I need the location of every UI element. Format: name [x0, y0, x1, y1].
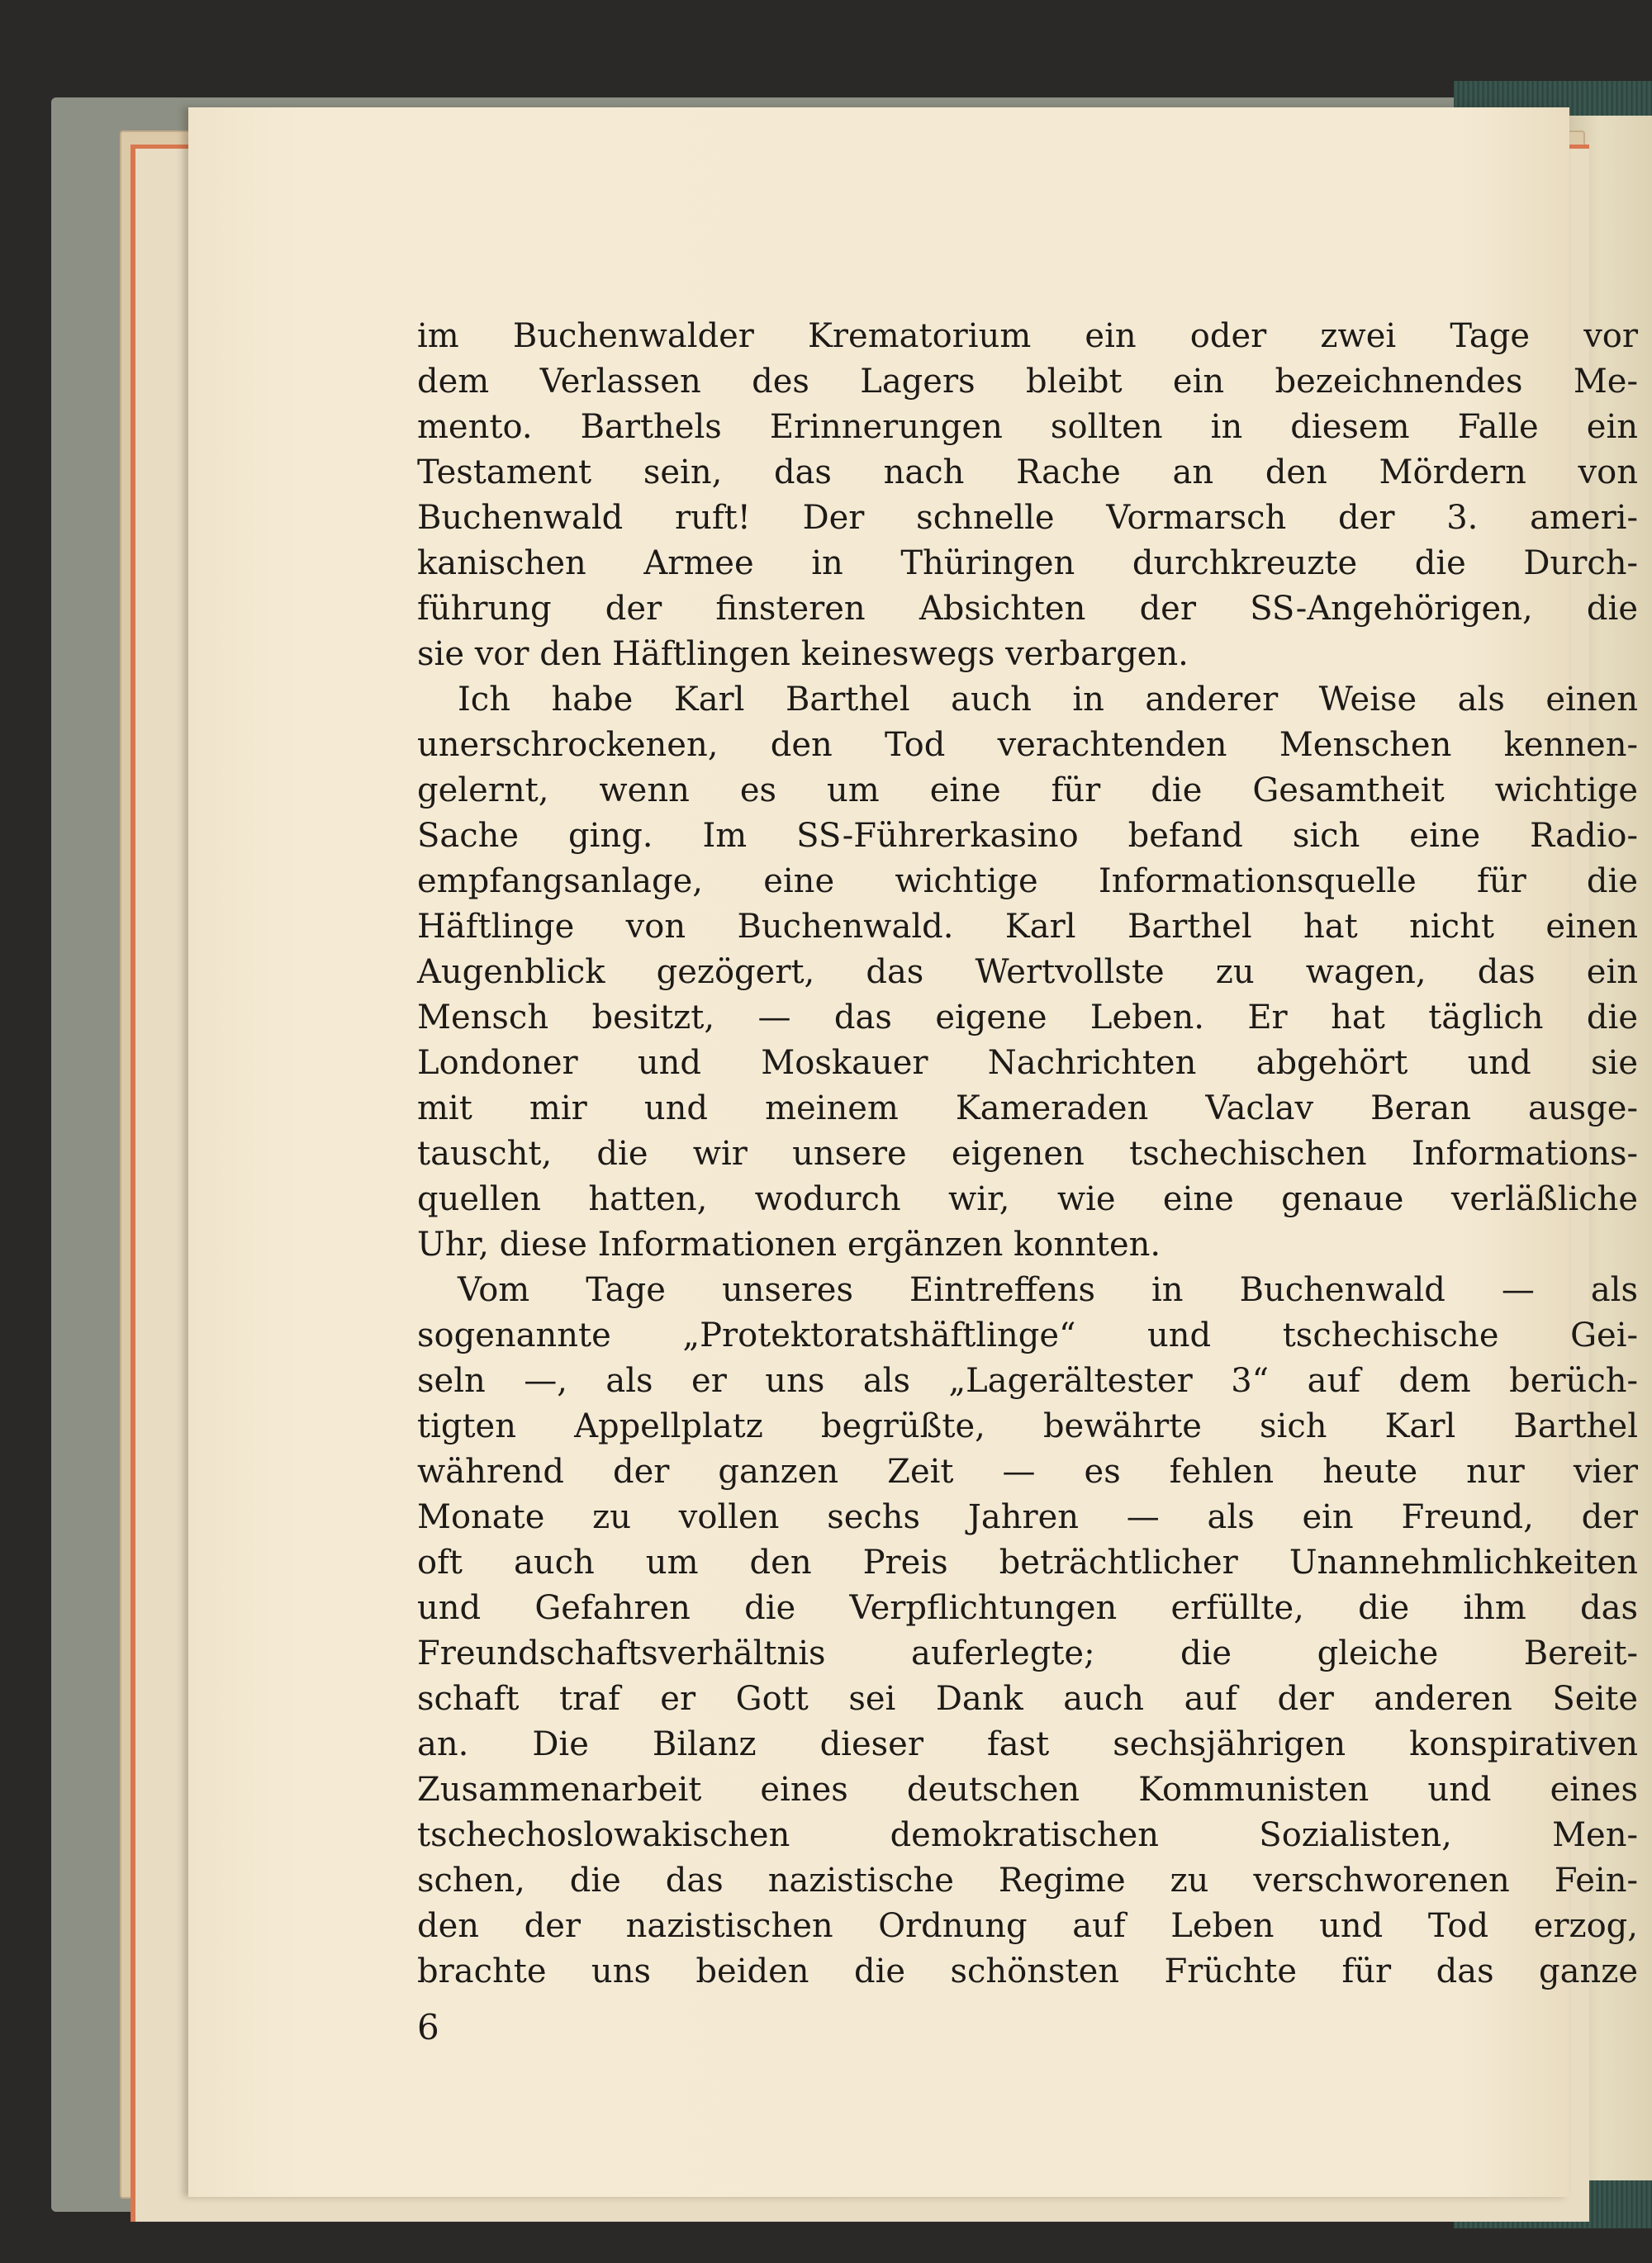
text-line: Londoner und Moskauer Nachrichten abgehört und sie	[417, 1044, 1638, 1082]
text-line: Sache ging. Im SS-Führerkasino befand sich eine Radio-	[417, 817, 1638, 855]
text-line: mento. Barthels Erinnerungen sollten in diesem Falle ein	[417, 408, 1638, 446]
text-line: unerschrockenen, den Tod verachtenden Menschen kennen-	[417, 726, 1638, 764]
text-line: während der ganzen Zeit — es fehlen heute nur vier	[417, 1453, 1638, 1491]
text-line: mit mir und meinem Kameraden Vaclav Beran ausge-	[417, 1089, 1638, 1127]
page-number: 6	[417, 2007, 439, 2047]
text-line: quellen hatten, wodurch wir, wie eine genaue verläßliche	[417, 1180, 1638, 1218]
text-line: Mensch besitzt, — das eigene Leben. Er hat täglich die	[417, 999, 1638, 1037]
text-line: Uhr, diese Informationen ergänzen konnten.	[417, 1226, 1161, 1264]
text-line: gelernt, wenn es um eine für die Gesamtheit wichtige	[417, 771, 1638, 809]
text-line: Häftlinge von Buchenwald. Karl Barthel hat nicht einen	[417, 908, 1638, 946]
text-line: Augenblick gezögert, das Wertvollste zu wagen, das ein	[417, 953, 1638, 991]
book-page	[188, 107, 1638, 2197]
text-line: den der nazistischen Ordnung auf Leben und Tod erzog,	[417, 1907, 1638, 1945]
text-line: Ich habe Karl Barthel auch in anderer Weise als einen	[458, 681, 1638, 719]
text-line: dem Verlassen des Lagers bleibt ein bezeichnendes Me-	[417, 363, 1638, 401]
text-line: schen, die das nazistische Regime zu verschworenen Fein-	[417, 1862, 1638, 1900]
text-line: empfangsanlage, eine wichtige Informationsquelle für die	[417, 862, 1638, 900]
text-line: führung der finsteren Absichten der SS-Angehörigen, die	[417, 590, 1638, 628]
text-line: tigten Appellplatz begrüßte, bewährte sich Karl Barthel	[417, 1407, 1638, 1445]
text-line: Vom Tage unseres Eintreffens in Buchenwald — als	[458, 1271, 1638, 1309]
text-line: Zusammenarbeit eines deutschen Kommunisten und eines	[417, 1771, 1638, 1809]
text-line: und Gefahren die Verpflichtungen erfüllte, die ihm das	[417, 1589, 1638, 1627]
text-line: Freundschaftsverhältnis auferlegte; die gleiche Bereit-	[417, 1634, 1638, 1672]
text-line: Monate zu vollen sechs Jahren — als ein Freund, der	[417, 1498, 1638, 1536]
text-line: sie vor den Häftlingen keineswegs verbargen.	[417, 635, 1189, 673]
text-line: Testament sein, das nach Rache an den Mördern von	[417, 453, 1638, 491]
text-line: sogenannte „Protektoratshäftlinge“ und tschechische Gei-	[417, 1317, 1638, 1354]
text-line: seln —, als er uns als „Lagerältester 3“ auf dem berüch-	[417, 1362, 1638, 1400]
text-line: schaft traf er Gott sei Dank auch auf der anderen Seite	[417, 1680, 1638, 1718]
text-line: oft auch um den Preis beträchtlicher Unannehmlichkeiten	[417, 1544, 1638, 1582]
text-line: Buchenwald ruft! Der schnelle Vormarsch der 3. ameri-	[417, 499, 1638, 537]
text-line: brachte uns beiden die schönsten Früchte für das ganze	[417, 1952, 1638, 1990]
text-line: kanischen Armee in Thüringen durchkreuzte die Durch-	[417, 544, 1638, 582]
text-line: im Buchenwalder Krematorium ein oder zwei Tage vor	[417, 317, 1638, 355]
text-line: tschechoslowakischen demokratischen Sozialisten, Men-	[417, 1816, 1638, 1854]
text-line: an. Die Bilanz dieser fast sechsjährigen konspirativen	[417, 1725, 1638, 1763]
text-line: tauscht, die wir unsere eigenen tschechischen Informations-	[417, 1135, 1638, 1173]
